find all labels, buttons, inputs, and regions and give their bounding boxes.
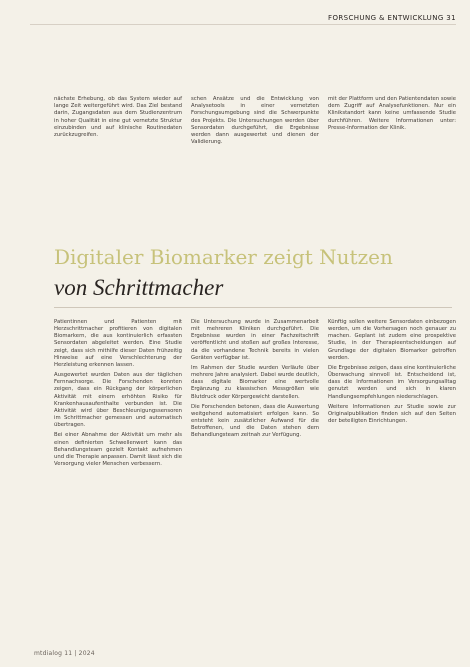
title-rule — [54, 307, 452, 308]
intro-paragraph: nächste Erhebung, ob das System wieder auf lange Zeit weitergeführt wird. Das Ziel bestand darin, Zugangsdaten aus dem Studienzentrum in hoher Qualität in eine gut vernetzte Struktur einzubinden und auf klinische Routinedaten zurückzugreifen. — [54, 96, 182, 139]
body-paragraph: Patientinnen und Patienten mit Herzschrittmacher profitieren von digitalen Biomarkern, die aus kontinuierlich erfassten Sensordaten abgeleitet werden. Eine Studie zeigt, dass sich mithilfe dieser Daten frühzeitig Hinweise auf eine Verschlechterung der Herzleistung erkennen lassen. — [54, 319, 182, 368]
body-paragraph: Ausgewertet wurden Daten aus der täglichen Fernnachsorge. Die Forschenden konnten zeigen, dass ein Rückgang der körperlichen Aktivität mit einem erhöhten Risiko für Krankenhausaufenthalte verbunden ist. Die Aktivität wird über Beschleunigungssensoren im Schrittmacher gemessen und automatisch übertragen. — [54, 372, 182, 429]
body-paragraph: Die Ergebnisse zeigen, dass eine kontinuierliche Überwachung sinnvoll ist. Entscheidend ist, dass die Informationen im Versorgungsalltag genutzt werden und sich in klaren Handlungsempfehlungen niederschlagen. — [328, 364, 457, 400]
intro-column — [54, 96, 182, 142]
body-column — [328, 319, 456, 428]
body-paragraph: Bei einer Abnahme der Aktivität um mehr als einen definierten Schwellenwert kann das Behandlungsteam gezielt Kontakt aufnehmen und die Therapie anpassen. Damit lässt sich die Versorgung vieler Menschen verbessern. — [54, 432, 182, 467]
intro-paragraph: mit der Plattform und den Patientendaten sowie dem Zugriff auf Analysefunktionen. Nur ein Klinikstandort kann keine umfassende Studie durchführen. Weitere Informationen unter: Presse-Information der Klinik. — [328, 96, 456, 131]
intro-column — [191, 96, 319, 149]
body-paragraph: Die Forschenden betonen, dass die Auswertung weitgehend automatisiert erfolgen kann. So entsteht kein zusätzlicher Aufwand für die Betroffenen, und die Daten stehen dem Behandlungsteam zeitnah zur Verfügung. — [191, 403, 319, 439]
intro-columns — [54, 96, 456, 236]
intro-column — [328, 96, 456, 135]
article-headline: Digitaler Biomarker zeigt Nutzen — [54, 245, 393, 269]
page-header: FORSCHUNG & ENTWICKLUNG 31 — [328, 14, 456, 22]
page-footer: mtdialog 11 | 2024 — [34, 650, 95, 657]
body-column — [191, 319, 319, 443]
top-rule — [30, 24, 456, 25]
body-paragraph: Weitere Informationen zur Studie sowie zur Originalpublikation finden sich auf den Seiten der beteiligten Einrichtungen. — [328, 403, 456, 425]
body-paragraph: Die Untersuchung wurde in Zusammenarbeit mit mehreren Kliniken durchgeführt. Die Ergebnisse wurden in einer Fachzeitschrift veröffentlicht und stoßen auf großes Interesse, da die vorhandene Technik bereits in vielen Geräten verfügbar ist. — [191, 319, 319, 361]
body-paragraph: Künftig sollen weitere Sensordaten einbezogen werden, um die Vorhersagen noch genauer zu machen. Geplant ist zudem eine prospektive Studie, in der Therapieentscheidungen auf Grundlage der digitalen Biomarker getroffen werden. — [328, 319, 456, 361]
body-column — [54, 319, 182, 471]
body-paragraph: Im Rahmen der Studie wurden Verläufe über mehrere Jahre analysiert. Dabei wurde deutlich, dass digitale Biomarker eine wertvolle Ergänzung zu klassischen Messgrößen wie Blutdruck oder Körpergewicht darstellen. — [191, 364, 319, 400]
article-subhead: von Schrittmacher — [54, 275, 224, 300]
body-columns — [54, 319, 456, 655]
intro-paragraph: schen Ansätze und die Entwicklung von Analysetools in einer vernetzten Forschungsumgebung sind die Schwerpunkte des Projekts. Die Untersuchungen werden über Sensordaten durchgeführt, die Ergebnisse werden dann ausgewertet und dienen der Validierung. — [191, 96, 319, 146]
